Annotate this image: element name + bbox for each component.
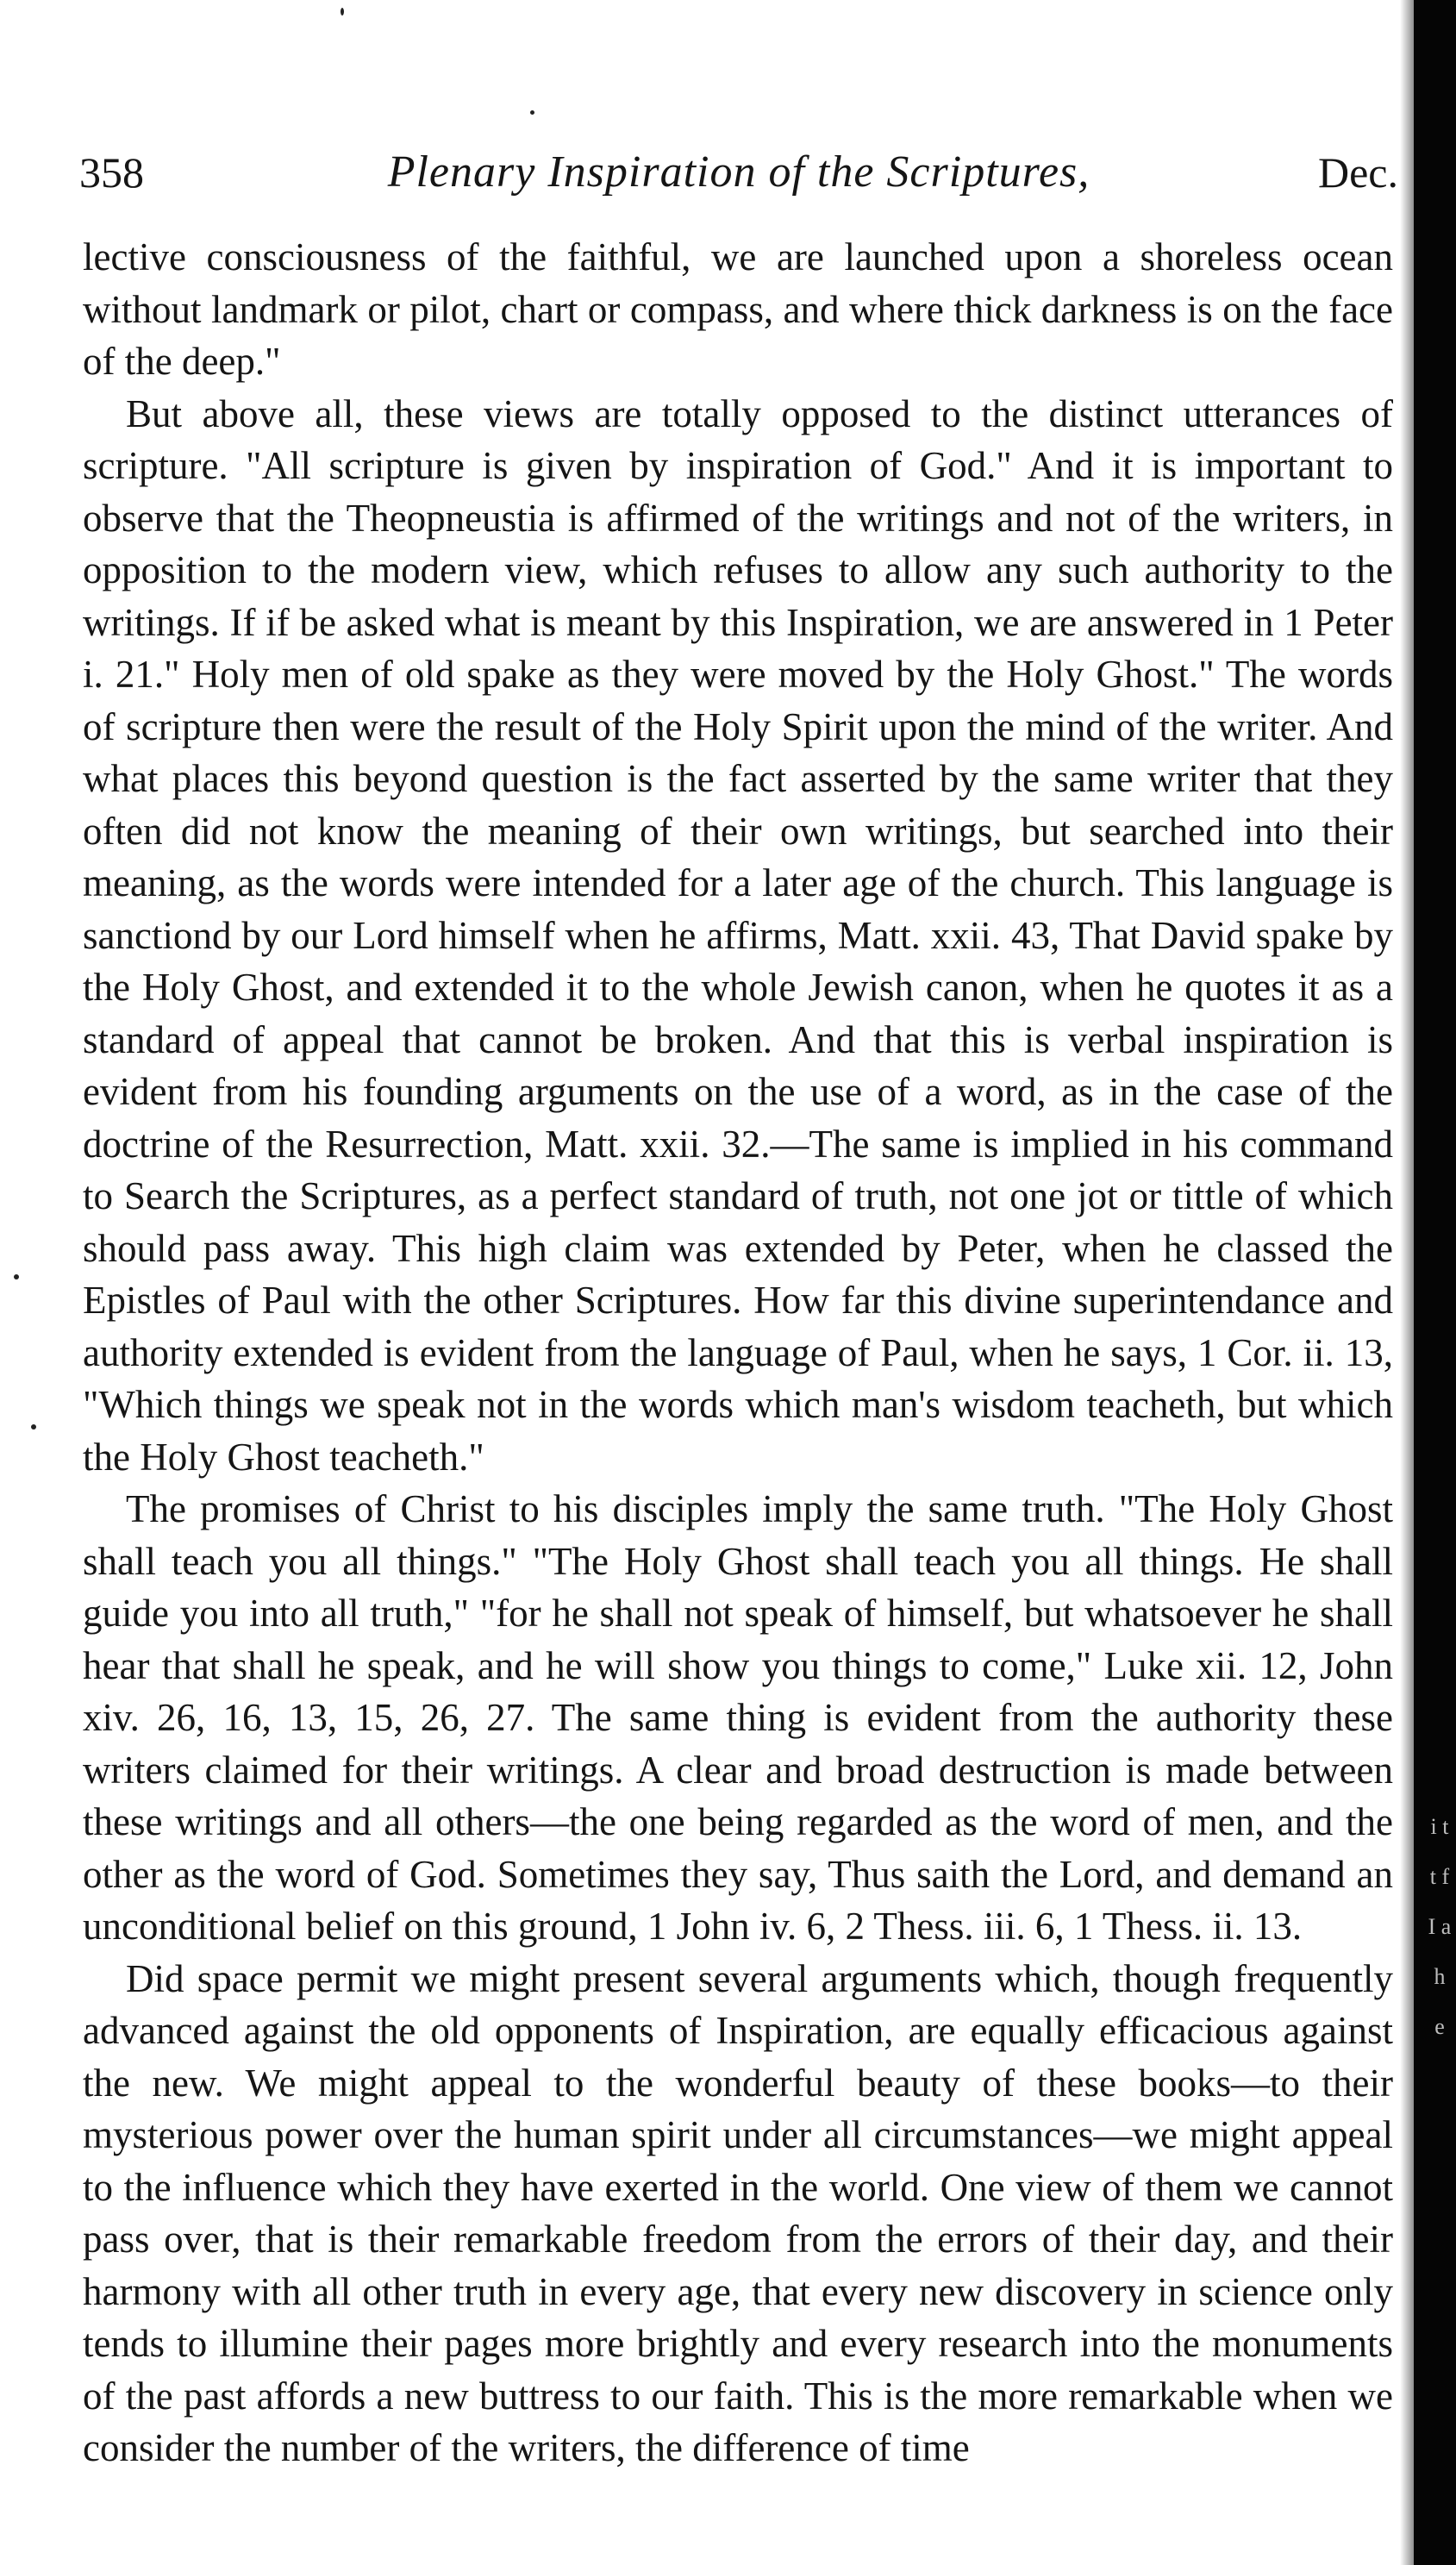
paragraph: The promises of Christ to his disciples imply the same truth. "The Holy Ghost shall teach you all things." "The Holy Ghost shall teach you all things. He shall guide you into all truth," "for he shall not speak of himself, but whatsoever he shall hear that shall he speak, and he will show you things to come," Luke xii. 12, John xiv. 26, 16, 13, 15, 26, 27. The same thing is evident from the authority these writers claimed for their writings. A clear and broad destruction is made between these writings and all others—the one being regarded as the word of men, and the other as the word of God. Sometimes they say, Thus saith the Lord, and demand an unconditional belief on this ground, 1 John iv. 6, 2 Thess. iii. 6, 1 Thess. ii. 13. [83, 1487, 1393, 1948]
ink-speck [14, 1274, 19, 1279]
ink-speck [530, 110, 534, 115]
paragraph: But above all, these views are totally opposed to the distinct utterances of scripture. "All scripture is given by inspiration of God." And it is important to observe that the Theopneustia is affirmed of the writings and not of the writers, in opposition to the modern view, which refuses to allow any such authority to the writings. If if be asked what is meant by this Inspiration, we are answered in 1 Peter i. 21." Holy men of old spake as they were moved by the Holy Ghost." The words of scripture then were the result of the Holy Spirit upon the mind of the writer. And what places this beyond question is the fact asserted by the same writer that they often did not know the meaning of their own writings, but searched into their meaning, as the words were intended for a later age of the church. This language is sanctiond by our Lord himself when he affirms, Matt. xxii. 43, That David spake by the Holy Ghost, and extended it to the whole Jewish canon, when he quotes it as a standard of appeal that cannot be broken. And that this is verbal inspiration is evident from his founding arguments on the use of a word, as in the case of the doctrine of the Resurrection, Matt. xxii. 32.—The same is implied in his command to Search the Scriptures, as a perfect standard of truth, not one jot or tittle of which should pass away. This high claim was extended by Peter, when he classed the Epistles of Paul with the other Scriptures. How far this divine superintendance and authority extended is evident from the language of Paul, when he says, 1 Cor. ii. 13, "Which things we speak not in the words which man's wisdom teacheth, but which the Holy Ghost teacheth." [83, 391, 1393, 1479]
ink-speck [31, 1424, 36, 1430]
paragraph: lective consciousness of the faithful, we are launched upon a shoreless ocean without landmark or pilot, chart or compass, and where thick darkness is on the face of the deep." [83, 235, 1393, 383]
running-title: Plenary Inspiration of the Scriptures, [387, 147, 1090, 197]
header-month: Dec. [1318, 148, 1398, 197]
ink-speck [341, 8, 344, 16]
page-number: 358 [79, 148, 144, 197]
binding-gutter [1414, 0, 1456, 2565]
paragraph: Did space permit we might present several arguments which, though frequently advanced against the old opponents of Inspiration, are equally efficacious against the new. We might appeal to the wonderful beauty of these books—to their mysterious power over the human spirit under all circumstances—we might appeal to the influence which they have exerted in the world. One view of them we cannot pass over, that is their remarkable freedom from the errors of their day, and their harmony with all other truth in every age, that every new discovery in science only tends to illumine their pages more brightly and every research into the monuments of the past affords a new buttress to our faith. This is the more remarkable when we consider the number of the writers, the difference of time [83, 1956, 1393, 2469]
running-header [79, 142, 1398, 203]
facing-page-bleed: i t t f I a h e [1428, 1814, 1452, 2039]
body-text [83, 231, 1393, 2474]
